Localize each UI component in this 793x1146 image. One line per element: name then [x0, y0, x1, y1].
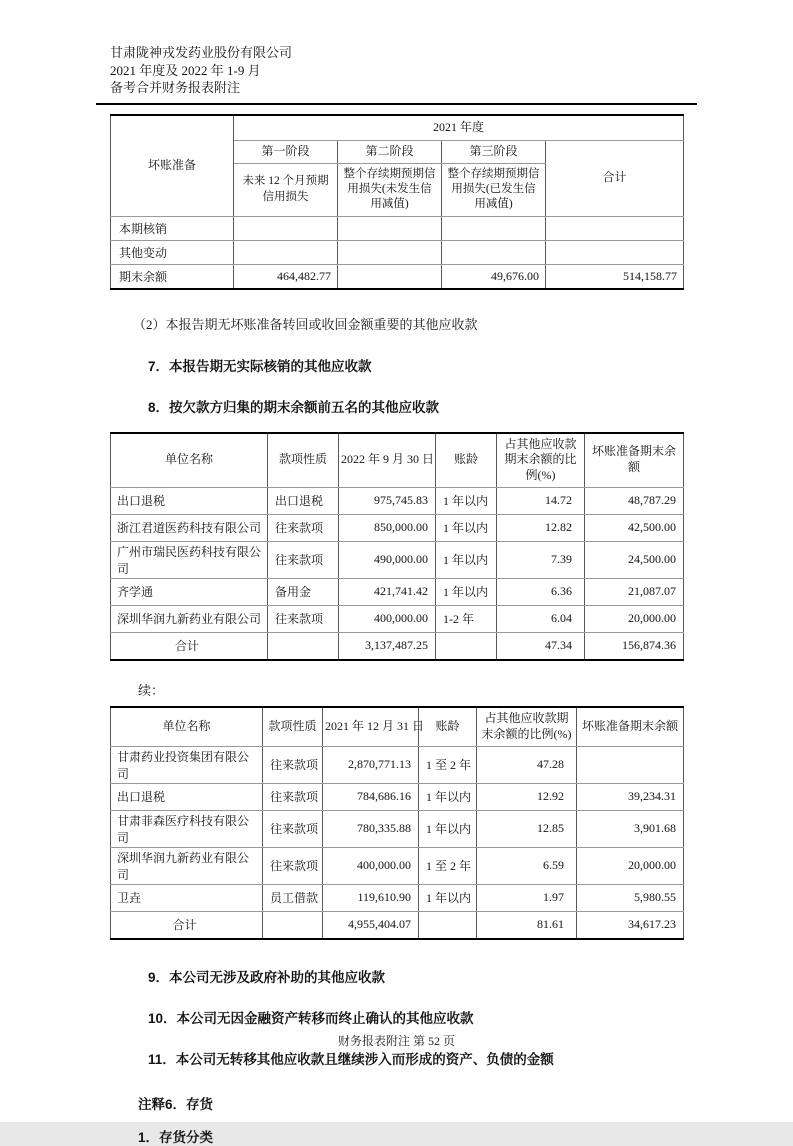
aging-cell: 1 至 2 年: [419, 847, 477, 884]
provision-cell: 20,000.00: [577, 847, 684, 884]
aging-cell: 1 年以内: [436, 514, 497, 541]
stage2-description: 整个存续期预期信用损失(未发生信用减值): [338, 163, 442, 216]
nature-cell: 备用金: [268, 578, 339, 605]
page-footer: 财务报表附注 第 52 页: [337, 1034, 455, 1048]
amount-cell: 784,686.16: [323, 783, 419, 810]
column-header-aging: 账龄: [436, 433, 497, 488]
column-header-provision: 坏账准备期末余额: [577, 707, 684, 746]
amount-cell: 119,610.90: [323, 884, 419, 911]
provision-cell: 5,980.55: [577, 884, 684, 911]
table-cell: [546, 240, 684, 264]
aging-cell: 1-2 年: [436, 605, 497, 632]
note-inventory-classification-heading: 1．存货分类: [138, 1129, 214, 1145]
stage3-description: 整个存续期预期信用损失(已发生信用减值): [442, 163, 546, 216]
amount-cell: 4,955,404.07: [323, 911, 419, 939]
table-row: [111, 264, 684, 289]
corner-header: 坏账准备: [111, 115, 234, 217]
table-cell: 464,482.77: [234, 264, 338, 289]
ratio-cell: 47.34: [497, 632, 585, 660]
stage1-description: 未来 12 个月预期信用损失: [234, 163, 338, 216]
unit-name-cell: 深圳华润九新药业有限公司: [111, 847, 263, 884]
stage1-header: 第一阶段: [234, 140, 338, 163]
table-row: [111, 115, 684, 141]
aging-cell: 1 至 2 年: [419, 746, 477, 783]
note-9-heading: 9．本公司无涉及政府补助的其他应收款: [148, 969, 386, 985]
unit-name-cell: 出口退税: [111, 487, 268, 514]
ratio-cell: 14.72: [497, 487, 585, 514]
column-header-provision: 坏账准备期末余额: [585, 433, 684, 488]
amount-cell: 850,000.00: [339, 514, 436, 541]
top5-receivables-table-2022: [110, 432, 684, 661]
unit-name-cell: 深圳华润九新药业有限公司: [111, 605, 268, 632]
aging-cell: [436, 632, 497, 660]
aging-cell: [419, 911, 477, 939]
provision-cell: 48,787.29: [585, 487, 684, 514]
unit-name-cell: 浙江君道医药科技有限公司: [111, 514, 268, 541]
table-cell: [546, 216, 684, 240]
aging-cell: 1 年以内: [436, 487, 497, 514]
aging-cell: 1 年以内: [419, 783, 477, 810]
amount-cell: 400,000.00: [323, 847, 419, 884]
ratio-cell: 6.59: [477, 847, 577, 884]
row-label: 其他变动: [111, 240, 234, 264]
document-title: 备考合并财务报表附注: [110, 80, 241, 95]
document-header: [110, 44, 683, 97]
unit-name-cell: 合计: [111, 911, 263, 939]
provision-cell: 34,617.23: [577, 911, 684, 939]
row-label: 本期核销: [111, 216, 234, 240]
table-cell: [338, 216, 442, 240]
provision-cell: 42,500.00: [585, 514, 684, 541]
nature-cell: 往来款项: [263, 746, 323, 783]
stage2-header: 第二阶段: [338, 140, 442, 163]
nature-cell: 出口退税: [268, 487, 339, 514]
ratio-cell: 12.82: [497, 514, 585, 541]
amount-cell: 2,870,771.13: [323, 746, 419, 783]
note-2-text: （2）本报告期无坏账准备转回或收回金额重要的其他应收款: [133, 316, 478, 332]
table-row: [111, 847, 684, 884]
provision-cell: 20,000.00: [585, 605, 684, 632]
table-row: [111, 632, 684, 660]
year-header: 2021 年度: [234, 115, 684, 141]
table-row: [111, 707, 684, 746]
table-cell: [234, 240, 338, 264]
table-row: [111, 911, 684, 939]
unit-name-cell: 出口退税: [111, 783, 263, 810]
column-header-nature: 款项性质: [263, 707, 323, 746]
ratio-cell: 6.04: [497, 605, 585, 632]
table-row: [111, 487, 684, 514]
note-inventory-heading: 注释6．存货: [138, 1096, 214, 1112]
nature-cell: 往来款项: [263, 847, 323, 884]
provision-cell: 156,874.36: [585, 632, 684, 660]
nature-cell: 往来款项: [268, 605, 339, 632]
amount-cell: 400,000.00: [339, 605, 436, 632]
ratio-cell: 12.85: [477, 810, 577, 847]
column-header-unit: 单位名称: [111, 433, 268, 488]
aging-cell: 1 年以内: [436, 541, 497, 578]
nature-cell: 往来款项: [268, 514, 339, 541]
nature-cell: 往来款项: [263, 810, 323, 847]
bad-debt-provision-table: [110, 114, 684, 290]
table-row: [111, 884, 684, 911]
amount-cell: 780,335.88: [323, 810, 419, 847]
amount-cell: 3,137,487.25: [339, 632, 436, 660]
unit-name-cell: 广州市瑞民医药科技有限公司: [111, 541, 268, 578]
table-row: [111, 783, 684, 810]
table-row: [111, 433, 684, 488]
note-7-heading: 7．本报告期无实际核销的其他应收款: [148, 358, 372, 374]
note-10-heading: 10．本公司无因金融资产转移而终止确认的其他应收款: [148, 1010, 474, 1026]
table-cell: [234, 216, 338, 240]
table-cell: [442, 240, 546, 264]
total-column-header: 合计: [546, 140, 684, 216]
nature-cell: 往来款项: [263, 783, 323, 810]
note-8-heading: 8．按欠款方归集的期末余额前五名的其他应收款: [148, 399, 440, 415]
nature-cell: [268, 632, 339, 660]
column-header-ratio: 占其他应收款期末余额的比例(%): [497, 433, 585, 488]
unit-name-cell: 甘肃药业投资集团有限公司: [111, 746, 263, 783]
ratio-cell: 81.61: [477, 911, 577, 939]
table-row: [111, 541, 684, 578]
column-header-date: 2021 年 12 月 31 日: [323, 707, 419, 746]
ratio-cell: 7.39: [497, 541, 585, 578]
table-row: [111, 514, 684, 541]
header-divider: [96, 103, 697, 105]
continued-label: 续：: [138, 682, 165, 698]
table-row: [111, 216, 684, 240]
table-row: [111, 810, 684, 847]
table-cell: [338, 264, 442, 289]
report-period: 2021 年度及 2022 年 1-9 月: [110, 62, 261, 78]
table-row: [111, 578, 684, 605]
ratio-cell: 1.97: [477, 884, 577, 911]
provision-cell: 3,901.68: [577, 810, 684, 847]
amount-cell: 421,741.42: [339, 578, 436, 605]
provision-cell: 39,234.31: [577, 783, 684, 810]
ratio-cell: 12.92: [477, 783, 577, 810]
column-header-nature: 款项性质: [268, 433, 339, 488]
ratio-cell: 6.36: [497, 578, 585, 605]
ratio-cell: 47.28: [477, 746, 577, 783]
note-11-heading: 11．本公司无转移其他应收款且继续涉入而形成的资产、负债的金额: [148, 1051, 554, 1067]
table-row: [111, 605, 684, 632]
company-name: 甘肃陇神戎发药业股份有限公司: [110, 45, 293, 60]
unit-name-cell: 齐学通: [111, 578, 268, 605]
unit-name-cell: 合计: [111, 632, 268, 660]
column-header-date: 2022 年 9 月 30 日: [339, 433, 436, 488]
stage3-header: 第三阶段: [442, 140, 546, 163]
top5-receivables-table-2021: [110, 706, 684, 940]
nature-cell: [263, 911, 323, 939]
provision-cell: 21,087.07: [585, 578, 684, 605]
amount-cell: 975,745.83: [339, 487, 436, 514]
provision-cell: [577, 746, 684, 783]
table-cell: 49,676.00: [442, 264, 546, 289]
row-label: 期末余额: [111, 264, 234, 289]
table-cell: [338, 240, 442, 264]
column-header-unit: 单位名称: [111, 707, 263, 746]
aging-cell: 1 年以内: [419, 884, 477, 911]
table-row: [111, 240, 684, 264]
column-header-ratio: 占其他应收款期末余额的比例(%): [477, 707, 577, 746]
table-row: [111, 746, 684, 783]
unit-name-cell: 甘肃菲森医疗科技有限公司: [111, 810, 263, 847]
aging-cell: 1 年以内: [436, 578, 497, 605]
column-header-aging: 账龄: [419, 707, 477, 746]
table-cell: [442, 216, 546, 240]
unit-name-cell: 卫垚: [111, 884, 263, 911]
amount-cell: 490,000.00: [339, 541, 436, 578]
nature-cell: 往来款项: [268, 541, 339, 578]
nature-cell: 员工借款: [263, 884, 323, 911]
provision-cell: 24,500.00: [585, 541, 684, 578]
aging-cell: 1 年以内: [419, 810, 477, 847]
table-cell: 514,158.77: [546, 264, 684, 289]
